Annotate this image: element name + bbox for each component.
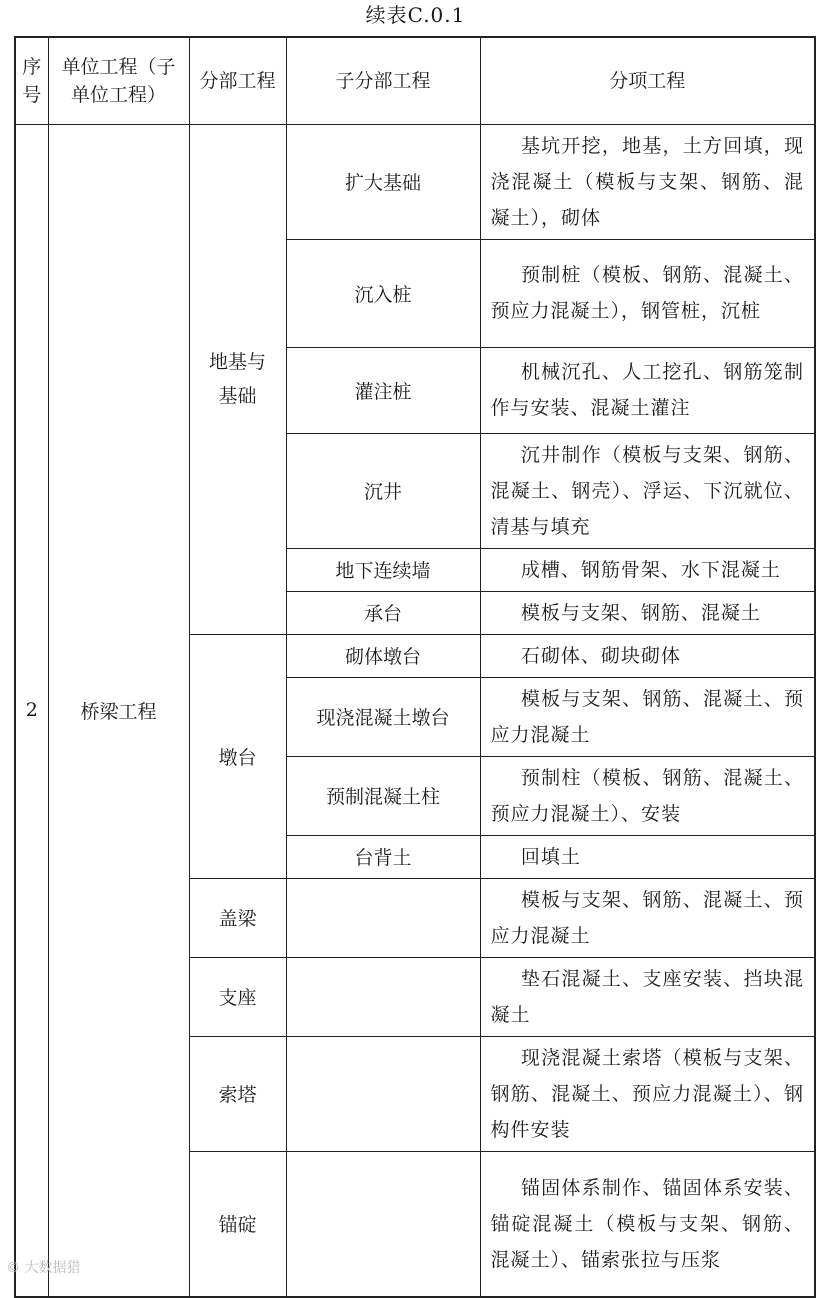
subdivision-cell: 现浇混凝土墩台 (286, 677, 480, 756)
header-seq: 序号 (15, 37, 48, 124)
item-cell: 石砌体、砌块砌体 (480, 634, 815, 677)
subdivision-cell (286, 1036, 480, 1151)
item-cell: 垫石混凝土、支座安装、挡块混凝土 (480, 957, 815, 1036)
subdivision-cell: 砌体墩台 (286, 634, 480, 677)
item-cell: 回填土 (480, 835, 815, 878)
subdivision-cell: 地下连续墙 (286, 548, 480, 591)
item-cell: 机械沉孔、人工挖孔、钢筋笼制作与安装、混凝土灌注 (480, 347, 815, 433)
table-title: 续表C.0.1 (365, 3, 466, 27)
item-cell: 现浇混凝土索塔（模板与支架、钢筋、混凝土、预应力混凝土）、钢构件安装 (480, 1036, 815, 1151)
watermark: © 大数据猎 (6, 1260, 81, 1276)
subdivision-cell (286, 957, 480, 1036)
item-cell: 预制桩（模板、钢筋、混凝土、预应力混凝土），钢管桩，沉桩 (480, 239, 815, 347)
header-division: 分部工程 (189, 37, 286, 124)
subdivision-cell (286, 878, 480, 957)
division-cell: 锚碇 (189, 1151, 286, 1297)
subdivision-cell: 灌注桩 (286, 347, 480, 433)
item-cell: 预制柱（模板、钢筋、混凝土、预应力混凝土）、安装 (480, 756, 815, 835)
item-cell: 基坑开挖，地基，土方回填，现浇混凝土（模板与支架、钢筋、混凝土），砌体 (480, 124, 815, 239)
subdivision-cell: 承台 (286, 591, 480, 634)
header-row (15, 37, 815, 124)
header-item: 分项工程 (480, 37, 815, 124)
seq-cell: 2 (15, 124, 48, 1297)
subdivision-cell: 沉井 (286, 433, 480, 548)
subdivision-cell (286, 1151, 480, 1297)
subdivision-cell: 预制混凝土柱 (286, 756, 480, 835)
item-cell: 锚固体系制作、锚固体系安装、锚碇混凝土（模板与支架、钢筋、混凝土）、锚索张拉与压浆 (480, 1151, 815, 1297)
subdivision-cell: 沉入桩 (286, 239, 480, 347)
division-cell: 墩台 (189, 634, 286, 878)
subdivision-cell: 扩大基础 (286, 124, 480, 239)
header-unit: 单位工程（子单位工程） (48, 37, 189, 124)
division-cell: 盖梁 (189, 878, 286, 957)
item-cell: 沉井制作（模板与支架、钢筋、混凝土、钢壳）、浮运、下沉就位、清基与填充 (480, 433, 815, 548)
item-cell: 模板与支架、钢筋、混凝土、预应力混凝土 (480, 677, 815, 756)
division-cell: 地基与基础 (189, 124, 286, 634)
header-subdivision: 子分部工程 (286, 37, 480, 124)
division-cell: 索塔 (189, 1036, 286, 1151)
item-cell: 模板与支架、钢筋、混凝土 (480, 591, 815, 634)
item-cell: 成槽、钢筋骨架、水下混凝土 (480, 548, 815, 591)
division-cell: 支座 (189, 957, 286, 1036)
unit-cell: 桥梁工程 (48, 124, 189, 1297)
subdivision-cell: 台背土 (286, 835, 480, 878)
item-cell: 模板与支架、钢筋、混凝土、预应力混凝土 (480, 878, 815, 957)
project-division-table (14, 36, 816, 1298)
table-row (15, 124, 815, 239)
